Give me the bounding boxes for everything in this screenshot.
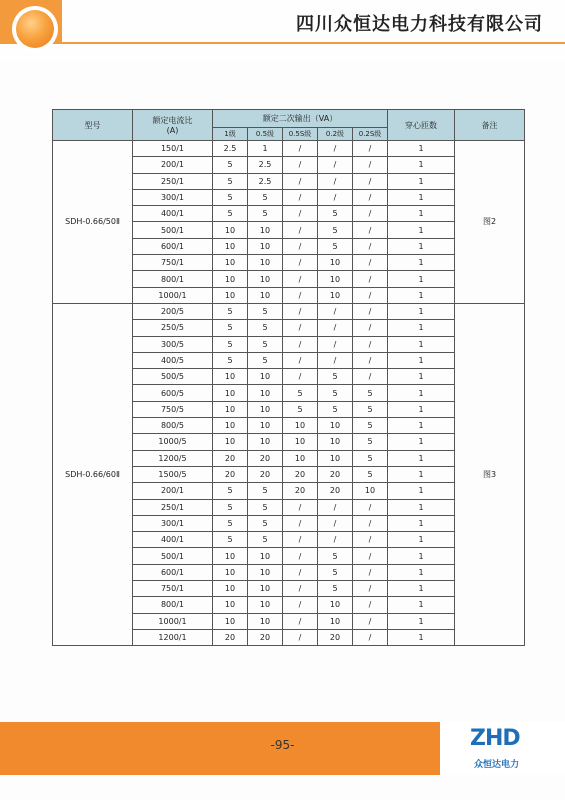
turns-cell: 1: [388, 548, 455, 564]
output-cell: /: [283, 320, 318, 336]
output-cell: 10: [353, 483, 388, 499]
output-cell: 5: [248, 515, 283, 531]
output-cell: 10: [283, 450, 318, 466]
output-cell: 10: [318, 434, 353, 450]
output-cell: 5: [213, 189, 248, 205]
output-cell: 10: [213, 287, 248, 303]
turns-cell: 1: [388, 499, 455, 515]
output-cell: 20: [248, 466, 283, 482]
output-cell: /: [318, 303, 353, 319]
output-cell: 20: [248, 629, 283, 645]
turns-cell: 1: [388, 189, 455, 205]
output-cell: 5: [353, 418, 388, 434]
output-cell: /: [283, 613, 318, 629]
turns-cell: 1: [388, 255, 455, 271]
table-row: [53, 303, 525, 319]
output-cell: 10: [248, 255, 283, 271]
output-cell: 10: [248, 287, 283, 303]
output-cell: /: [283, 369, 318, 385]
output-cell: 10: [248, 385, 283, 401]
turns-cell: 1: [388, 173, 455, 189]
output-cell: /: [283, 303, 318, 319]
output-cell: 10: [318, 287, 353, 303]
turns-cell: 1: [388, 320, 455, 336]
turns-cell: 1: [388, 581, 455, 597]
ratio-cell: 600/5: [133, 385, 213, 401]
output-cell: /: [353, 613, 388, 629]
output-cell: /: [353, 581, 388, 597]
output-cell: 5: [248, 499, 283, 515]
ratio-cell: 800/1: [133, 271, 213, 287]
output-cell: 20: [283, 483, 318, 499]
turns-cell: 1: [388, 157, 455, 173]
output-cell: /: [318, 189, 353, 205]
output-cell: /: [353, 173, 388, 189]
output-cell: 5: [213, 206, 248, 222]
output-cell: 5: [213, 173, 248, 189]
output-cell: 2.5: [213, 141, 248, 157]
turns-cell: 1: [388, 369, 455, 385]
output-cell: 10: [248, 369, 283, 385]
output-cell: 5: [318, 401, 353, 417]
header-class: 0.5级: [248, 128, 283, 141]
output-cell: /: [283, 352, 318, 368]
output-cell: 5: [213, 157, 248, 173]
output-cell: /: [283, 271, 318, 287]
output-cell: 10: [318, 418, 353, 434]
output-cell: /: [283, 287, 318, 303]
output-cell: 10: [213, 271, 248, 287]
output-cell: /: [353, 352, 388, 368]
ratio-cell: 1200/5: [133, 450, 213, 466]
output-cell: 10: [318, 613, 353, 629]
output-cell: /: [318, 532, 353, 548]
output-cell: 10: [213, 548, 248, 564]
output-cell: 5: [248, 189, 283, 205]
output-cell: 5: [318, 206, 353, 222]
turns-cell: 1: [388, 434, 455, 450]
output-cell: 10: [248, 597, 283, 613]
output-cell: 10: [248, 581, 283, 597]
output-cell: /: [353, 255, 388, 271]
output-cell: 10: [248, 401, 283, 417]
output-cell: /: [283, 238, 318, 254]
page-number: -95-: [270, 738, 295, 752]
ratio-cell: 300/5: [133, 336, 213, 352]
output-cell: 10: [248, 434, 283, 450]
output-cell: 10: [213, 369, 248, 385]
output-cell: 2.5: [248, 173, 283, 189]
output-cell: 5: [353, 450, 388, 466]
turns-cell: 1: [388, 483, 455, 499]
turns-cell: 1: [388, 206, 455, 222]
output-cell: 5: [213, 336, 248, 352]
turns-cell: 1: [388, 222, 455, 238]
ratio-cell: 600/1: [133, 564, 213, 580]
ratio-cell: 750/1: [133, 581, 213, 597]
output-cell: 2.5: [248, 157, 283, 173]
turns-cell: 1: [388, 352, 455, 368]
output-cell: 20: [213, 629, 248, 645]
output-cell: /: [353, 499, 388, 515]
output-cell: 5: [213, 483, 248, 499]
output-cell: 10: [283, 434, 318, 450]
output-cell: /: [283, 336, 318, 352]
turns-cell: 1: [388, 418, 455, 434]
company-name: 四川众恒达电力科技有限公司: [296, 14, 543, 35]
output-cell: 5: [318, 238, 353, 254]
output-cell: /: [353, 222, 388, 238]
ratio-cell: 250/5: [133, 320, 213, 336]
turns-cell: 1: [388, 515, 455, 531]
output-cell: /: [353, 336, 388, 352]
output-cell: /: [353, 189, 388, 205]
output-cell: 10: [213, 255, 248, 271]
output-cell: /: [283, 515, 318, 531]
output-cell: 5: [318, 548, 353, 564]
output-cell: 5: [283, 401, 318, 417]
output-cell: 10: [213, 222, 248, 238]
ratio-cell: 500/1: [133, 222, 213, 238]
ratio-cell: 1000/1: [133, 613, 213, 629]
output-cell: 5: [248, 303, 283, 319]
output-cell: /: [353, 532, 388, 548]
brand-logo: ZHD: [470, 726, 520, 751]
ratio-cell: 150/1: [133, 141, 213, 157]
output-cell: /: [353, 548, 388, 564]
ratio-cell: 600/1: [133, 238, 213, 254]
output-cell: /: [283, 564, 318, 580]
model-cell: SDH-0.66/60Ⅱ: [53, 303, 133, 645]
turns-cell: 1: [388, 466, 455, 482]
output-cell: 5: [353, 434, 388, 450]
output-cell: 10: [318, 597, 353, 613]
output-cell: 5: [283, 385, 318, 401]
output-cell: 20: [318, 629, 353, 645]
output-cell: 5: [353, 466, 388, 482]
model-cell: SDH-0.66/50Ⅱ: [53, 141, 133, 304]
ratio-cell: 200/1: [133, 157, 213, 173]
ratio-cell: 1500/5: [133, 466, 213, 482]
output-cell: 10: [213, 613, 248, 629]
output-cell: /: [318, 173, 353, 189]
turns-cell: 1: [388, 597, 455, 613]
output-cell: /: [283, 255, 318, 271]
note-cell: 图2: [455, 141, 525, 304]
header-class: 0.5S级: [283, 128, 318, 141]
ratio-cell: 500/1: [133, 548, 213, 564]
ratio-cell: 800/1: [133, 597, 213, 613]
turns-cell: 1: [388, 141, 455, 157]
output-cell: /: [283, 173, 318, 189]
output-cell: 5: [318, 222, 353, 238]
output-cell: /: [283, 581, 318, 597]
output-cell: 5: [248, 336, 283, 352]
output-cell: /: [318, 320, 353, 336]
ratio-cell: 300/1: [133, 515, 213, 531]
turns-cell: 1: [388, 271, 455, 287]
output-cell: 1: [248, 141, 283, 157]
output-cell: 20: [283, 466, 318, 482]
header-rule: [60, 42, 565, 44]
output-cell: 20: [248, 450, 283, 466]
header-class: 1级: [213, 128, 248, 141]
ratio-cell: 400/1: [133, 206, 213, 222]
output-cell: 10: [213, 434, 248, 450]
output-cell: /: [353, 271, 388, 287]
output-cell: /: [318, 352, 353, 368]
output-cell: /: [353, 597, 388, 613]
turns-cell: 1: [388, 336, 455, 352]
output-cell: 10: [213, 418, 248, 434]
output-cell: 10: [248, 613, 283, 629]
output-cell: /: [318, 141, 353, 157]
turns-cell: 1: [388, 401, 455, 417]
output-cell: 5: [248, 320, 283, 336]
output-cell: /: [283, 141, 318, 157]
output-cell: 10: [248, 238, 283, 254]
output-cell: /: [353, 564, 388, 580]
output-cell: 20: [318, 466, 353, 482]
output-cell: /: [318, 515, 353, 531]
ratio-cell: 1000/1: [133, 287, 213, 303]
output-cell: /: [353, 369, 388, 385]
turns-cell: 1: [388, 287, 455, 303]
output-cell: 10: [248, 418, 283, 434]
ratio-cell: 750/5: [133, 401, 213, 417]
ratio-cell: 250/1: [133, 173, 213, 189]
output-cell: 5: [353, 385, 388, 401]
ratio-cell: 750/1: [133, 255, 213, 271]
header-note: 备注: [455, 110, 525, 141]
note-cell: 图3: [455, 303, 525, 645]
output-cell: 5: [318, 564, 353, 580]
output-cell: /: [283, 189, 318, 205]
output-cell: /: [353, 629, 388, 645]
turns-cell: 1: [388, 303, 455, 319]
output-cell: /: [283, 629, 318, 645]
output-cell: 5: [318, 369, 353, 385]
header-turns: 穿心匝数: [388, 110, 455, 141]
output-cell: 10: [248, 564, 283, 580]
output-cell: 5: [213, 303, 248, 319]
output-cell: /: [283, 532, 318, 548]
output-cell: 5: [213, 499, 248, 515]
output-cell: 5: [318, 581, 353, 597]
turns-cell: 1: [388, 450, 455, 466]
output-cell: 10: [283, 418, 318, 434]
header-output: 额定二次输出（VA）: [213, 110, 388, 128]
output-cell: 10: [248, 548, 283, 564]
output-cell: /: [283, 597, 318, 613]
output-cell: 10: [213, 401, 248, 417]
turns-cell: 1: [388, 532, 455, 548]
output-cell: 5: [318, 385, 353, 401]
turns-cell: 1: [388, 629, 455, 645]
logo-icon: [16, 10, 54, 48]
output-cell: 20: [213, 466, 248, 482]
output-cell: /: [353, 206, 388, 222]
brand-subtitle: 众恒达电力: [474, 760, 520, 770]
ratio-cell: 300/1: [133, 189, 213, 205]
turns-cell: 1: [388, 564, 455, 580]
output-cell: 5: [213, 352, 248, 368]
output-cell: 5: [213, 320, 248, 336]
output-cell: 10: [318, 450, 353, 466]
output-cell: 5: [353, 401, 388, 417]
table-body: [53, 141, 525, 646]
output-cell: /: [318, 336, 353, 352]
ratio-cell: 1200/1: [133, 629, 213, 645]
output-cell: /: [353, 320, 388, 336]
output-cell: /: [318, 499, 353, 515]
output-cell: 10: [213, 385, 248, 401]
output-cell: 5: [248, 206, 283, 222]
output-cell: 10: [318, 255, 353, 271]
output-cell: 20: [213, 450, 248, 466]
output-cell: 5: [213, 515, 248, 531]
output-cell: 10: [213, 597, 248, 613]
output-cell: 5: [248, 352, 283, 368]
header-ratio: 额定电流比 (A): [133, 110, 213, 141]
output-cell: /: [318, 157, 353, 173]
output-cell: 20: [318, 483, 353, 499]
turns-cell: 1: [388, 238, 455, 254]
output-cell: /: [283, 222, 318, 238]
output-cell: /: [283, 499, 318, 515]
ratio-cell: 800/5: [133, 418, 213, 434]
output-cell: 5: [248, 483, 283, 499]
output-cell: /: [353, 141, 388, 157]
output-cell: /: [353, 303, 388, 319]
ratio-cell: 1000/5: [133, 434, 213, 450]
output-cell: /: [283, 157, 318, 173]
header-model: 型号: [53, 110, 133, 141]
ratio-cell: 200/1: [133, 483, 213, 499]
output-cell: 10: [248, 222, 283, 238]
spec-table: [52, 109, 525, 646]
output-cell: 10: [213, 238, 248, 254]
output-cell: 5: [213, 532, 248, 548]
output-cell: /: [353, 515, 388, 531]
header-class: 0.2级: [318, 128, 353, 141]
output-cell: 10: [248, 271, 283, 287]
turns-cell: 1: [388, 385, 455, 401]
ratio-cell: 400/1: [133, 532, 213, 548]
table-row: [53, 141, 525, 157]
output-cell: 10: [318, 271, 353, 287]
output-cell: /: [283, 206, 318, 222]
turns-cell: 1: [388, 613, 455, 629]
output-cell: 10: [213, 564, 248, 580]
ratio-cell: 500/5: [133, 369, 213, 385]
ratio-cell: 250/1: [133, 499, 213, 515]
ratio-cell: 400/5: [133, 352, 213, 368]
output-cell: /: [353, 157, 388, 173]
output-cell: 5: [248, 532, 283, 548]
output-cell: /: [353, 238, 388, 254]
output-cell: /: [283, 548, 318, 564]
output-cell: /: [353, 287, 388, 303]
output-cell: 10: [213, 581, 248, 597]
ratio-cell: 200/5: [133, 303, 213, 319]
header-class: 0.2S级: [353, 128, 388, 141]
